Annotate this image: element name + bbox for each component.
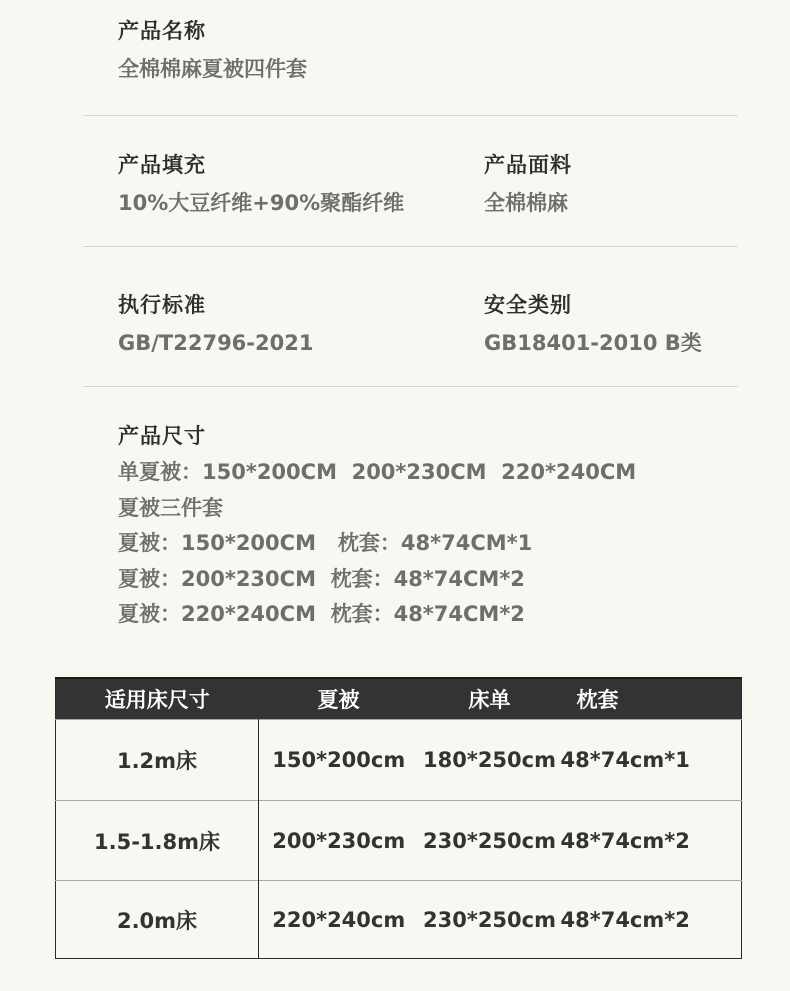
fabric-block bbox=[484, 151, 572, 217]
product-name-label: 产品名称 bbox=[118, 19, 206, 43]
table-cell: 200*230cm bbox=[259, 801, 419, 881]
table-cell: 1.5-1.8m床 bbox=[56, 801, 259, 881]
table-cell: 48*74cm*2 bbox=[561, 801, 742, 881]
product-name-value: 全棉棉麻夏被四件套 bbox=[118, 57, 307, 81]
size-line: 夏被：200*230CM 枕套：48*74CM*2 bbox=[118, 566, 525, 591]
safety-label: 安全类别 bbox=[484, 293, 572, 317]
filling-value: 10%大豆纤维+90%聚酯纤维 bbox=[118, 191, 405, 215]
table-cell: 230*250cm bbox=[419, 881, 561, 959]
size-line: 单夏被：150*200CM 200*230CM 220*240CM bbox=[118, 460, 637, 484]
size-line: 夏被：150*200CM 枕套：48*74CM*1 bbox=[118, 531, 533, 555]
filling-label: 产品填充 bbox=[118, 153, 206, 177]
table-cell: 2.0m床 bbox=[56, 881, 259, 959]
standard-block bbox=[118, 291, 313, 357]
fabric-label: 产品面料 bbox=[484, 153, 572, 177]
size-lines bbox=[118, 455, 636, 633]
table-cell: 48*74cm*1 bbox=[561, 720, 742, 801]
standard-value: GB/T22796-2021 bbox=[118, 331, 314, 355]
table-row bbox=[56, 801, 742, 881]
table-cell: 48*74cm*2 bbox=[561, 881, 742, 959]
product-size-block bbox=[118, 422, 636, 633]
table-cell: 220*240cm bbox=[259, 881, 419, 959]
table-cell: 230*250cm bbox=[419, 801, 561, 881]
table-cell: 1.2m床 bbox=[56, 720, 259, 801]
divider bbox=[83, 115, 738, 116]
standard-label: 执行标准 bbox=[118, 293, 206, 317]
safety-block bbox=[484, 291, 702, 357]
filling-block bbox=[118, 151, 404, 217]
table-header-cell: 床单 bbox=[419, 678, 561, 720]
size-line: 夏被：220*240CM 枕套：48*74CM*2 bbox=[118, 602, 525, 626]
divider bbox=[83, 246, 738, 247]
table-header-cell: 夏被 bbox=[259, 678, 419, 720]
size-table bbox=[55, 677, 742, 959]
table-header-cell: 适用床尺寸 bbox=[56, 678, 259, 720]
table-cell: 180*250cm bbox=[419, 720, 561, 801]
product-name-block bbox=[118, 17, 307, 83]
table-header-cell: 枕套 bbox=[561, 678, 742, 720]
size-line: 夏被三件套 bbox=[118, 495, 223, 520]
product-size-label: 产品尺寸 bbox=[118, 424, 206, 448]
table-header-row bbox=[56, 678, 742, 720]
table-row bbox=[56, 720, 742, 801]
safety-value: GB18401-2010 B类 bbox=[484, 331, 702, 355]
table-cell: 150*200cm bbox=[259, 720, 419, 801]
table-row bbox=[56, 881, 742, 959]
divider bbox=[83, 386, 738, 387]
fabric-value: 全棉棉麻 bbox=[484, 191, 568, 215]
